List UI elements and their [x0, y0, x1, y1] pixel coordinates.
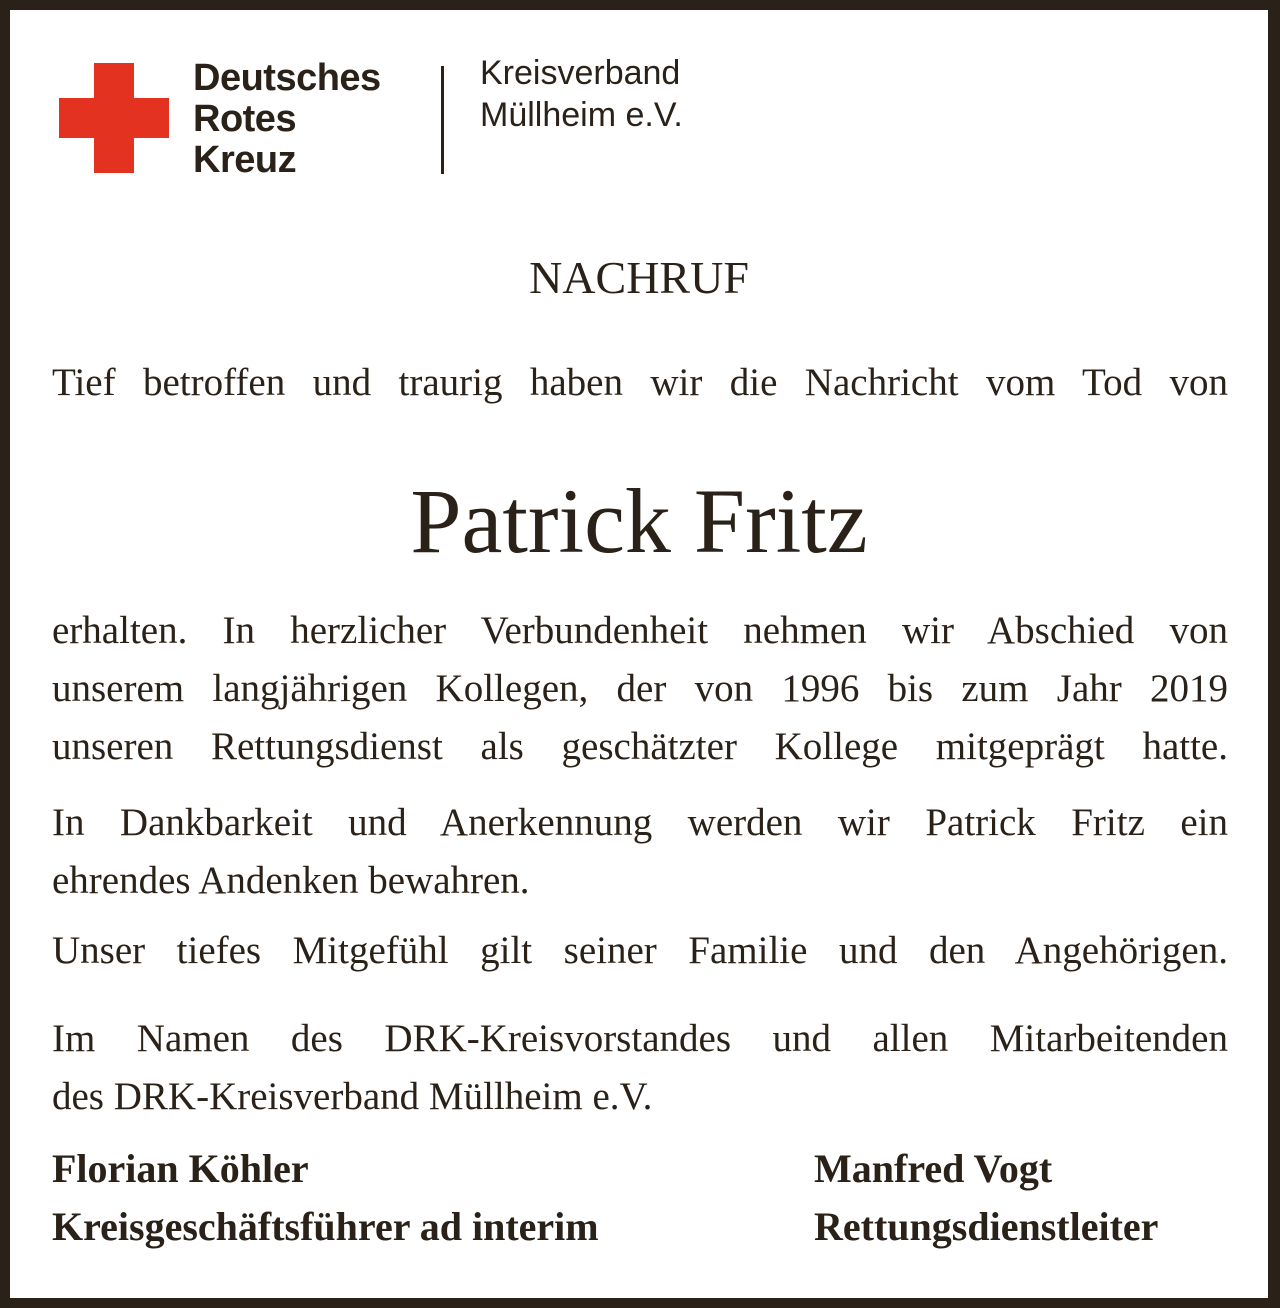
signatory-role: Rettungsdienstleiter	[814, 1204, 1159, 1249]
body-line: Unser tiefes Mitgefühl gilt seiner Familie und den Angehörigen.	[52, 929, 1228, 972]
branch-name-line: Müllheim e.V.	[480, 96, 683, 134]
notice-heading: NACHRUF	[529, 252, 749, 303]
signatory-name: Manfred Vogt	[814, 1146, 1053, 1191]
body-paragraph-2	[52, 794, 1228, 910]
signatory-2	[814, 1140, 1158, 1256]
body-line: In Dankbarkeit und Anerkennung werden wir Patrick Fritz ein	[52, 801, 1228, 844]
org-name-line: Rotes	[193, 98, 297, 140]
obituary-notice	[10, 10, 1268, 1298]
intro-line: Tief betroffen und traurig haben wir die Nachricht vom Tod von	[52, 361, 1228, 404]
branch-name	[480, 52, 683, 136]
org-name	[193, 58, 381, 181]
deceased-name: Patrick Fritz	[410, 470, 868, 572]
body-paragraph-3	[52, 922, 1228, 980]
org-name-line: Kreuz	[193, 139, 297, 181]
intro-text	[52, 354, 1228, 412]
body-paragraph-1	[52, 602, 1228, 776]
org-name-line: Deutsches	[193, 57, 381, 99]
signatory-role: Kreisgeschäftsführer ad interim	[52, 1204, 599, 1249]
signatory-1	[52, 1140, 599, 1256]
red-cross-icon-bar	[59, 98, 169, 138]
logo-divider	[441, 66, 444, 174]
body-line: erhalten. In herzlicher Verbundenheit nehmen wir Abschied von	[52, 609, 1228, 652]
body-line: unseren Rettungsdienst als geschätzter Kollege mitgeprägt hatte.	[52, 725, 1228, 768]
closing-line: des DRK-Kreisverband Müllheim e.V.	[52, 1075, 653, 1118]
signatory-name: Florian Köhler	[52, 1146, 309, 1191]
body-line: ehrendes Andenken bewahren.	[52, 859, 530, 902]
branch-name-line: Kreisverband	[480, 54, 681, 92]
closing-line: Im Namen des DRK-Kreisvorstandes und allen Mitarbeitenden	[52, 1017, 1228, 1060]
body-line: unserem langjährigen Kollegen, der von 1996 bis zum Jahr 2019	[52, 667, 1228, 710]
closing-text	[52, 1010, 1228, 1126]
